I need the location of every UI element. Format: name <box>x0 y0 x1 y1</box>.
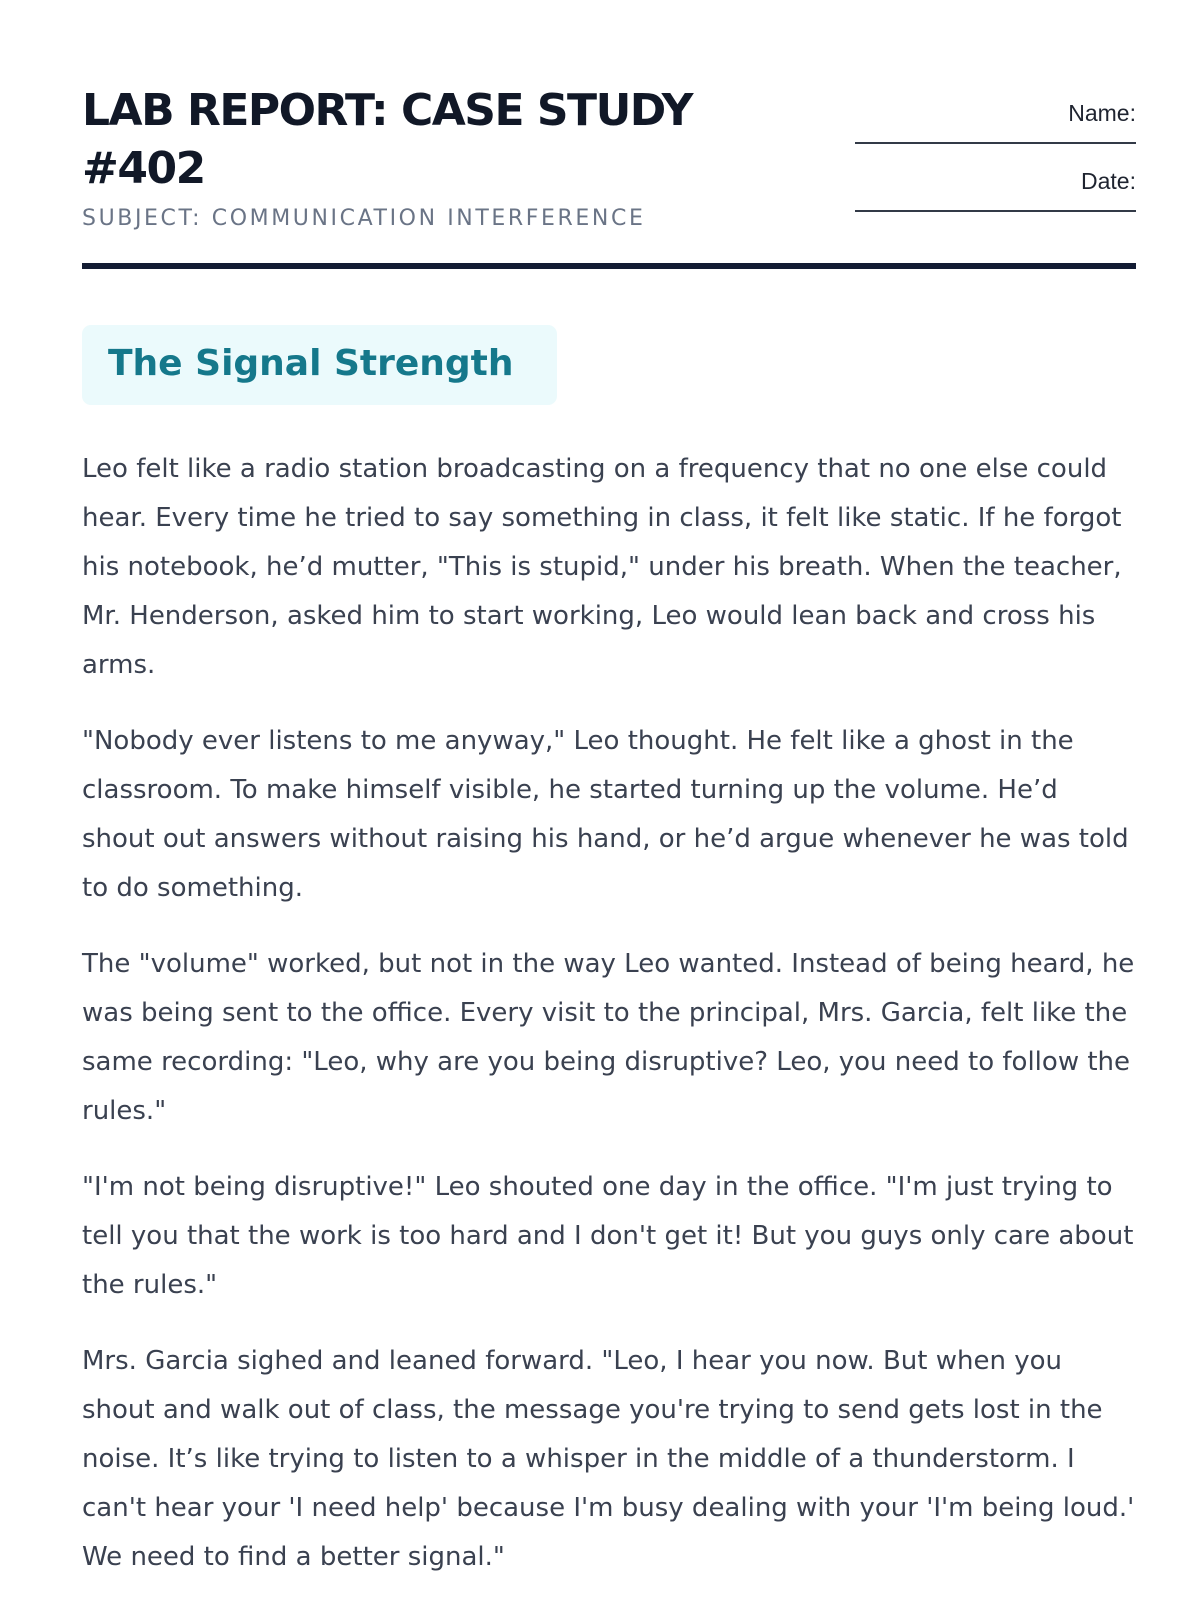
story-paragraph: The "volume" worked, but not in the way Leo wanted. Instead of being heard, he was being sent to the office. Every visit to the principal, Mrs. Garcia, felt like the same recording: "Leo, why are you being disruptive? Leo, you need to follow the rules." <box>82 949 1135 1126</box>
date-write-line[interactable] <box>855 210 1136 212</box>
date-field <box>846 168 1136 236</box>
name-field <box>846 100 1136 168</box>
name-label: Name: <box>1068 100 1136 126</box>
story-paragraph: Leo felt like a radio station broadcasting on a frequency that no one else could hear. Every time he tried to say something in class, it felt like static. If he forgot his notebook, he’d mutter, "This is stupid," under his breath. When the teacher, Mr. Henderson, asked him to start working, Leo would lean back and cross his arms. <box>82 454 1122 680</box>
student-info-fields <box>846 100 1136 236</box>
story-paragraph: "I'm not being disruptive!" Leo shouted one day in the office. "I'm just trying to tell you that the work is too hard and I don't get it! But you guys only care about the rules." <box>82 1172 1134 1300</box>
story-text <box>82 445 1136 1582</box>
story-paragraph: Mrs. Garcia sighed and leaned forward. "Leo, I hear you now. But when you shout and walk out of class, the message you're trying to send gets lost in the noise. It’s like trying to listen to a whisper in the middle of a thunderstorm. I can't hear your 'I need help' because I'm busy dealing with your 'I'm being loud.' We need to find a better signal." <box>82 1346 1135 1572</box>
section-heading: The Signal Strength <box>108 343 514 384</box>
story-paragraph: "Nobody ever listens to me anyway," Leo thought. He felt like a ghost in the classroom. To make himself visible, he started turning up the volume. He’d shout out answers without raising his hand, or he’d argue whenever he was told to do something. <box>82 726 1129 903</box>
header-divider <box>82 263 1136 269</box>
section-heading-box <box>82 325 557 405</box>
date-label: Date: <box>1081 168 1136 194</box>
report-title: LAB REPORT: CASE STUDY #402 <box>82 85 692 194</box>
report-header <box>82 82 1136 274</box>
report-subtitle: SUBJECT: COMMUNICATION INTERFERENCE <box>82 206 646 231</box>
name-write-line[interactable] <box>855 142 1136 144</box>
